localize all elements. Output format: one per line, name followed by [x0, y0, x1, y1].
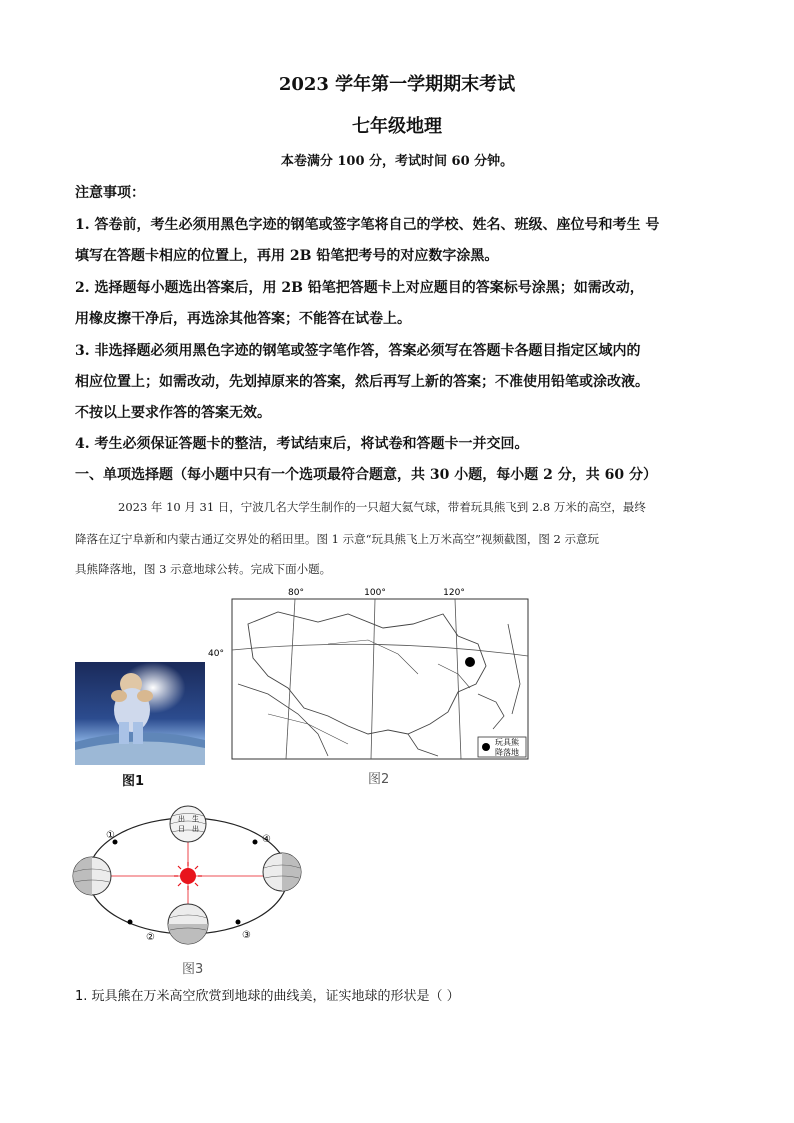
map-lon-label: 100° — [364, 588, 386, 598]
passage-line: 2023 年 10 月 31 日，宁波几名大学生制作的一只超大氦气球，带着玩具熊飞到 2.8 万米的高空，最终 — [118, 500, 646, 514]
notes-line: 用橡皮擦干净后，再选涂其他答案；不能答在试卷上。 — [75, 311, 411, 327]
map-legend-line: 玩具熊 — [495, 738, 519, 747]
notes-line: 3. 非选择题必须用黑色字迹的钢笔或签字笔作答，答案必须写在答题卡各题目指定区域内的 — [75, 343, 641, 359]
notes-line: 2. 选择题每小题选出答案后，用 2B 铅笔把答题卡上对应题目的答案标号涂黑；如需改动， — [75, 280, 644, 296]
earth-globe-bottom — [168, 904, 208, 944]
globe-text: 出 — [192, 825, 199, 833]
earth-globe-top — [170, 806, 206, 842]
earth-globe-left — [73, 857, 111, 895]
figure-1-photo — [75, 662, 205, 765]
orbit-marker: ④ — [262, 834, 271, 845]
figure-2-caption: 图2 — [368, 772, 390, 787]
notes-line: 填写在答题卡相应的位置上，再用 2B 铅笔把考号的对应数字涂黑。 — [75, 248, 499, 264]
figure-1-caption: 图1 — [122, 774, 145, 789]
question-1: 1. 玩具熊在万米高空欣赏到地球的曲线美，证实地球的形状是（ ） — [75, 989, 460, 1004]
map-legend-line: 降落地 — [495, 748, 519, 757]
earth-globe-right — [263, 853, 301, 891]
score-time: 本卷满分 100 分，考试时间 60 分钟。 — [280, 154, 514, 169]
map-lon-label: 80° — [288, 588, 304, 598]
subject-title: 七年级地理 — [352, 116, 442, 137]
passage-line: 具熊降落地，图 3 示意地球公转。完成下面小题。 — [75, 562, 332, 576]
orbit-marker: ① — [106, 830, 115, 841]
map-lon-label: 120° — [443, 588, 465, 598]
notes-line: 4. 考生必须保证答题卡的整洁，考试结束后，将试卷和答题卡一并交回。 — [75, 436, 529, 452]
notes-heading: 注意事项： — [75, 185, 145, 201]
figure-2-map — [208, 584, 530, 760]
passage-line: 降落在辽宁阜新和内蒙古通辽交界处的稻田里。图 1 示意“玩具熊飞上万米高空”视频截图，图 2 示意玩 — [75, 532, 600, 546]
globe-text: 出 — [178, 815, 185, 823]
exam-title: 2023 学年第一学期期末考试 — [278, 74, 516, 95]
figure-3-caption: 图3 — [182, 962, 204, 977]
orbit-marker: ② — [146, 932, 155, 943]
notes-line: 1. 答卷前，考生必须用黑色字迹的钢笔或签字笔将自己的学校、姓名、班级、座位号和考生 号 — [75, 217, 660, 233]
notes-line: 相应位置上；如需改动，先划掉原来的答案，然后再写上新的答案；不准使用铅笔或涂改液。 — [75, 374, 649, 390]
globe-text: 日 — [178, 825, 185, 833]
orbit-marker: ③ — [242, 930, 251, 941]
map-lat-label: 40° — [208, 649, 224, 659]
figure-3-orbit — [70, 800, 310, 950]
globe-text: 生 — [192, 815, 199, 823]
section-heading: 一、单项选择题（每小题中只有一个选项最符合题意，共 30 小题，每小题 2 分，共 60 分） — [75, 467, 657, 483]
notes-line: 不按以上要求作答的答案无效。 — [75, 405, 271, 421]
